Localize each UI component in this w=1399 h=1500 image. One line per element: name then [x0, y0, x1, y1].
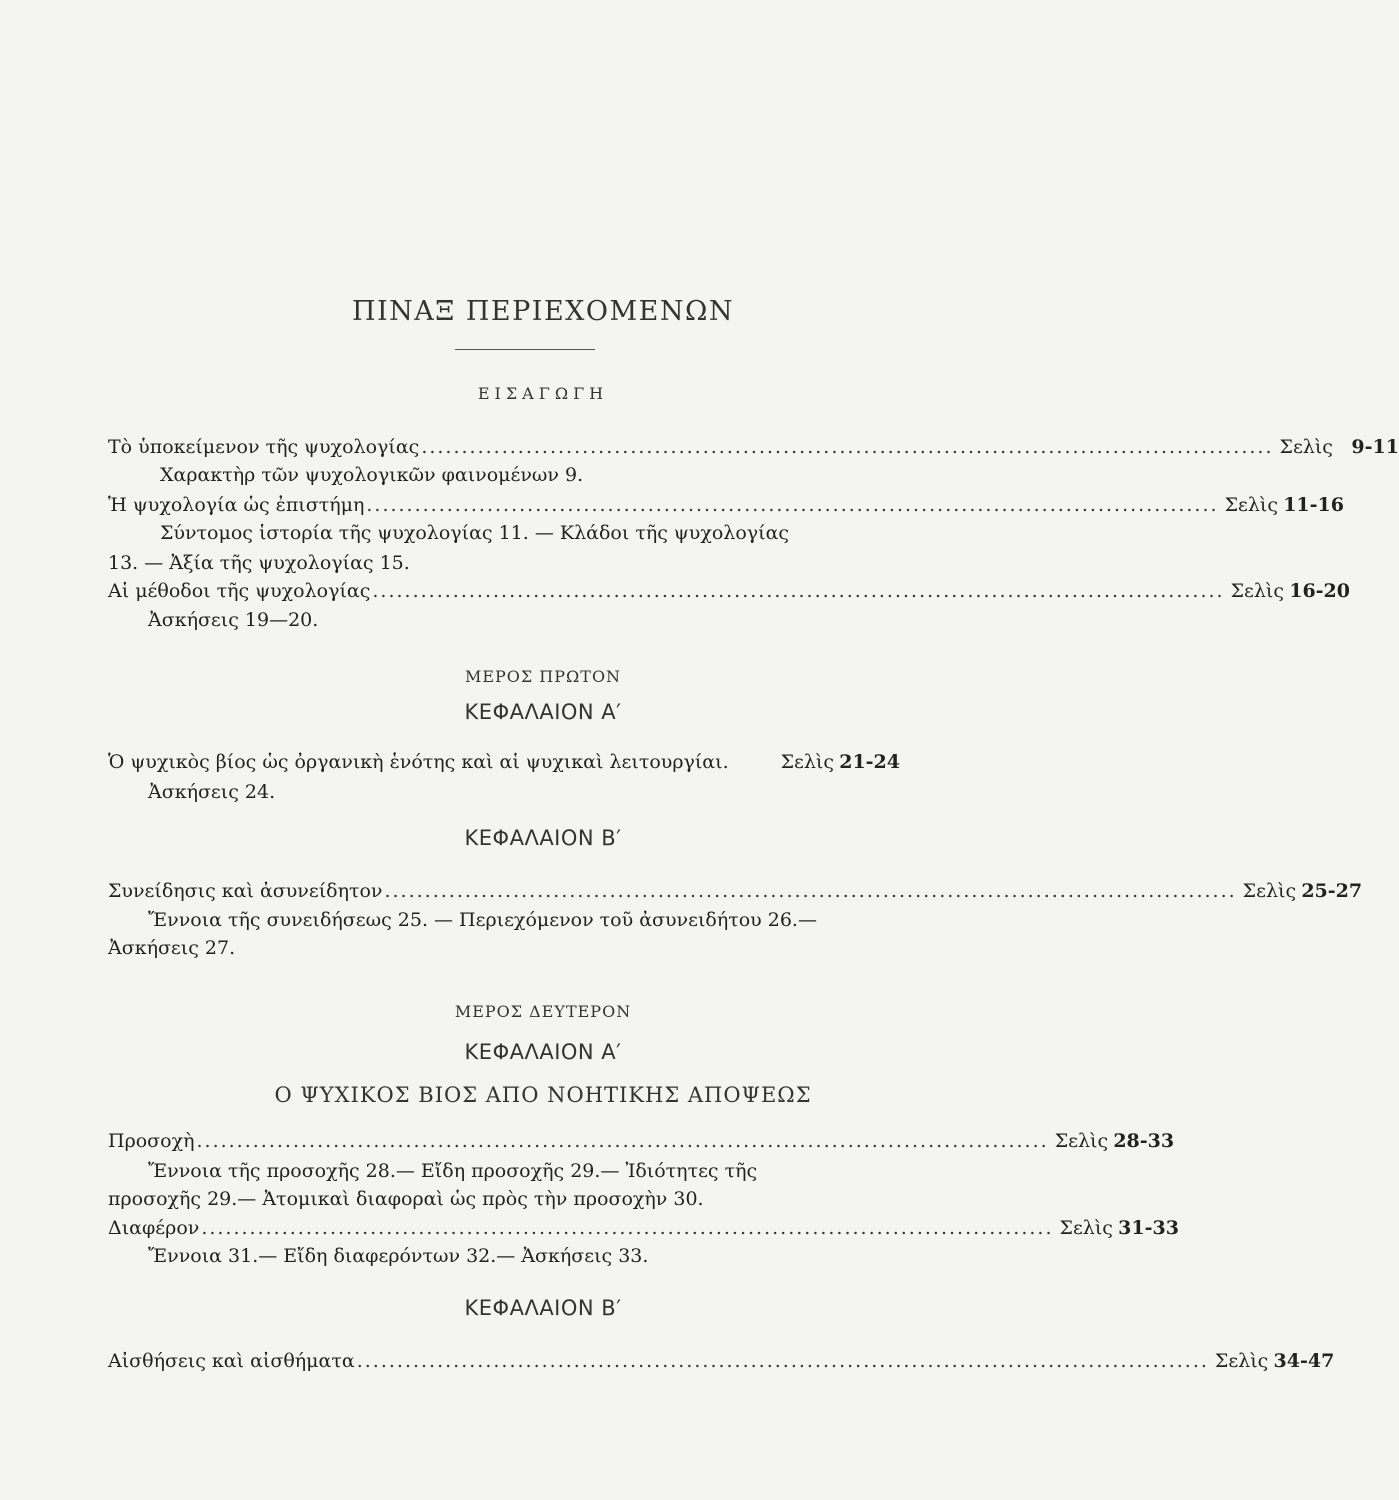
toc-entry[interactable]: [108, 1217, 1179, 1247]
dot-leader: ..........................................................................................................: [356, 1350, 1209, 1372]
page-range: 21-24: [839, 751, 900, 773]
entry-subtopics: Ἀσκήσεις 24.: [148, 781, 276, 803]
entry-title: Τὸ ὑποκείμενον τῆς ψυχολογίας: [108, 436, 420, 458]
toc-entry[interactable]: [108, 880, 1363, 910]
dot-leader: ..........................................................................................................: [196, 1130, 1049, 1152]
page-range: 34-47: [1273, 1350, 1335, 1372]
page-range: 11-16: [1283, 494, 1344, 516]
chapter-title: Ο ΨΥΧΙΚΟΣ ΒΙΟΣ ΑΠΟ ΝΟΗΤΙΚΗΣ ΑΠΟΨΕΩΣ: [274, 1083, 812, 1107]
toc-entry[interactable]: [108, 494, 1344, 524]
page-label: Σελὶς: [780, 751, 834, 773]
page-range: 25-27: [1301, 880, 1363, 902]
toc-entry[interactable]: [108, 751, 900, 781]
page-label: Σελὶς: [1279, 436, 1333, 458]
toc-entry[interactable]: [108, 1350, 1335, 1380]
dot-leader: ..........................................................................................................: [421, 436, 1274, 458]
dot-leader: ..........................................................................................................: [201, 1217, 1054, 1239]
entry-subtopics: Ἀσκήσεις 27.: [108, 937, 236, 959]
entry-subtopics: προσοχῆς 29.— Ἀτομικαὶ διαφοραὶ ὡς πρὸς τὴν προσοχὴν 30.: [108, 1188, 704, 1210]
entry-subtopics: Ἀσκήσεις 19—20.: [148, 609, 319, 631]
chapter-heading: ΚΕΦΑΛΑΙΟΝ Α′: [464, 700, 622, 724]
page-range: 9-11: [1351, 436, 1399, 458]
toc-entry[interactable]: [108, 580, 1351, 610]
page-title: ΠΙΝΑΞ ΠΕΡΙΕΧΟΜΕΝΩΝ: [351, 296, 735, 327]
entry-subtopics: Σύντομος ἱστορία τῆς ψυχολογίας 11. — Κλάδοι τῆς ψυχολογίας: [160, 522, 790, 544]
part-heading: ΜΕΡΟΣ ΠΡΩΤΟΝ: [464, 667, 622, 686]
entry-subtopics: 13. — Ἀξία τῆς ψυχολογίας 15.: [108, 552, 410, 574]
title-rule: [455, 349, 595, 350]
page-label: Σελὶς: [1054, 1130, 1109, 1152]
entry-title: Αἰσθήσεις καὶ αἰσθήματα: [108, 1350, 355, 1372]
dot-leader: ..........................................................................................................: [372, 580, 1225, 602]
page-range: 16-20: [1289, 580, 1351, 602]
page-label: Σελὶς: [1224, 494, 1278, 516]
page-range: 31-33: [1118, 1217, 1179, 1239]
part-heading: ΜΕΡΟΣ ΔΕΥΤΕΡΟΝ: [454, 1002, 632, 1021]
entry-subtopics: Ἔννοια τῆς προσοχῆς 28.— Εἴδη προσοχῆς 29.— Ἰδιότητες τῆς: [148, 1160, 758, 1182]
dot-leader: ..........................................................................................................: [384, 880, 1237, 902]
page-range: 28-33: [1113, 1130, 1175, 1152]
entry-title: Αἱ μέθοδοι τῆς ψυχολογίας: [108, 580, 371, 602]
entry-subtopics: Ἔννοια τῆς συνειδήσεως 25. — Περιεχόμενον τοῦ ἀσυνειδήτου 26.—: [148, 909, 817, 931]
toc-entry[interactable]: [108, 1130, 1175, 1160]
chapter-heading: ΚΕΦΑΛΑΙΟΝ Β′: [464, 1296, 622, 1320]
entry-title: Συνείδησις καὶ ἀσυνείδητον: [108, 880, 383, 902]
entry-subtopics: Ἔννοια 31.— Εἴδη διαφερόντων 32.— Ἀσκήσεις 33.: [148, 1245, 649, 1267]
chapter-heading: ΚΕΦΑΛΑΙΟΝ Α′: [464, 1040, 622, 1064]
chapter-heading: ΚΕΦΑΛΑΙΟΝ Β′: [464, 826, 622, 850]
page-label: Σελὶς: [1214, 1350, 1269, 1372]
entry-title: Ὁ ψυχικὸς βίος ὡς ὀργανικὴ ἑνότης καὶ αἱ ψυχικαὶ λειτουργίαι.: [108, 751, 729, 773]
intro-heading: ΕΙΣΑΓΩΓΗ: [477, 384, 609, 403]
dot-leader: ..........................................................................................................: [366, 494, 1219, 516]
entry-title: Προσοχὴ: [108, 1130, 195, 1152]
page-label: Σελὶς: [1230, 580, 1285, 602]
entry-subtopics: Χαρακτὴρ τῶν ψυχολογικῶν φαινομένων 9.: [160, 464, 584, 486]
page-label: Σελὶς: [1059, 1217, 1113, 1239]
entry-title: Ἡ ψυχολογία ὡς ἐπιστήμη: [108, 494, 365, 516]
entry-title: Διαφέρον: [108, 1217, 200, 1239]
toc-entry[interactable]: [108, 436, 1399, 466]
page-label: Σελὶς: [1242, 880, 1297, 902]
